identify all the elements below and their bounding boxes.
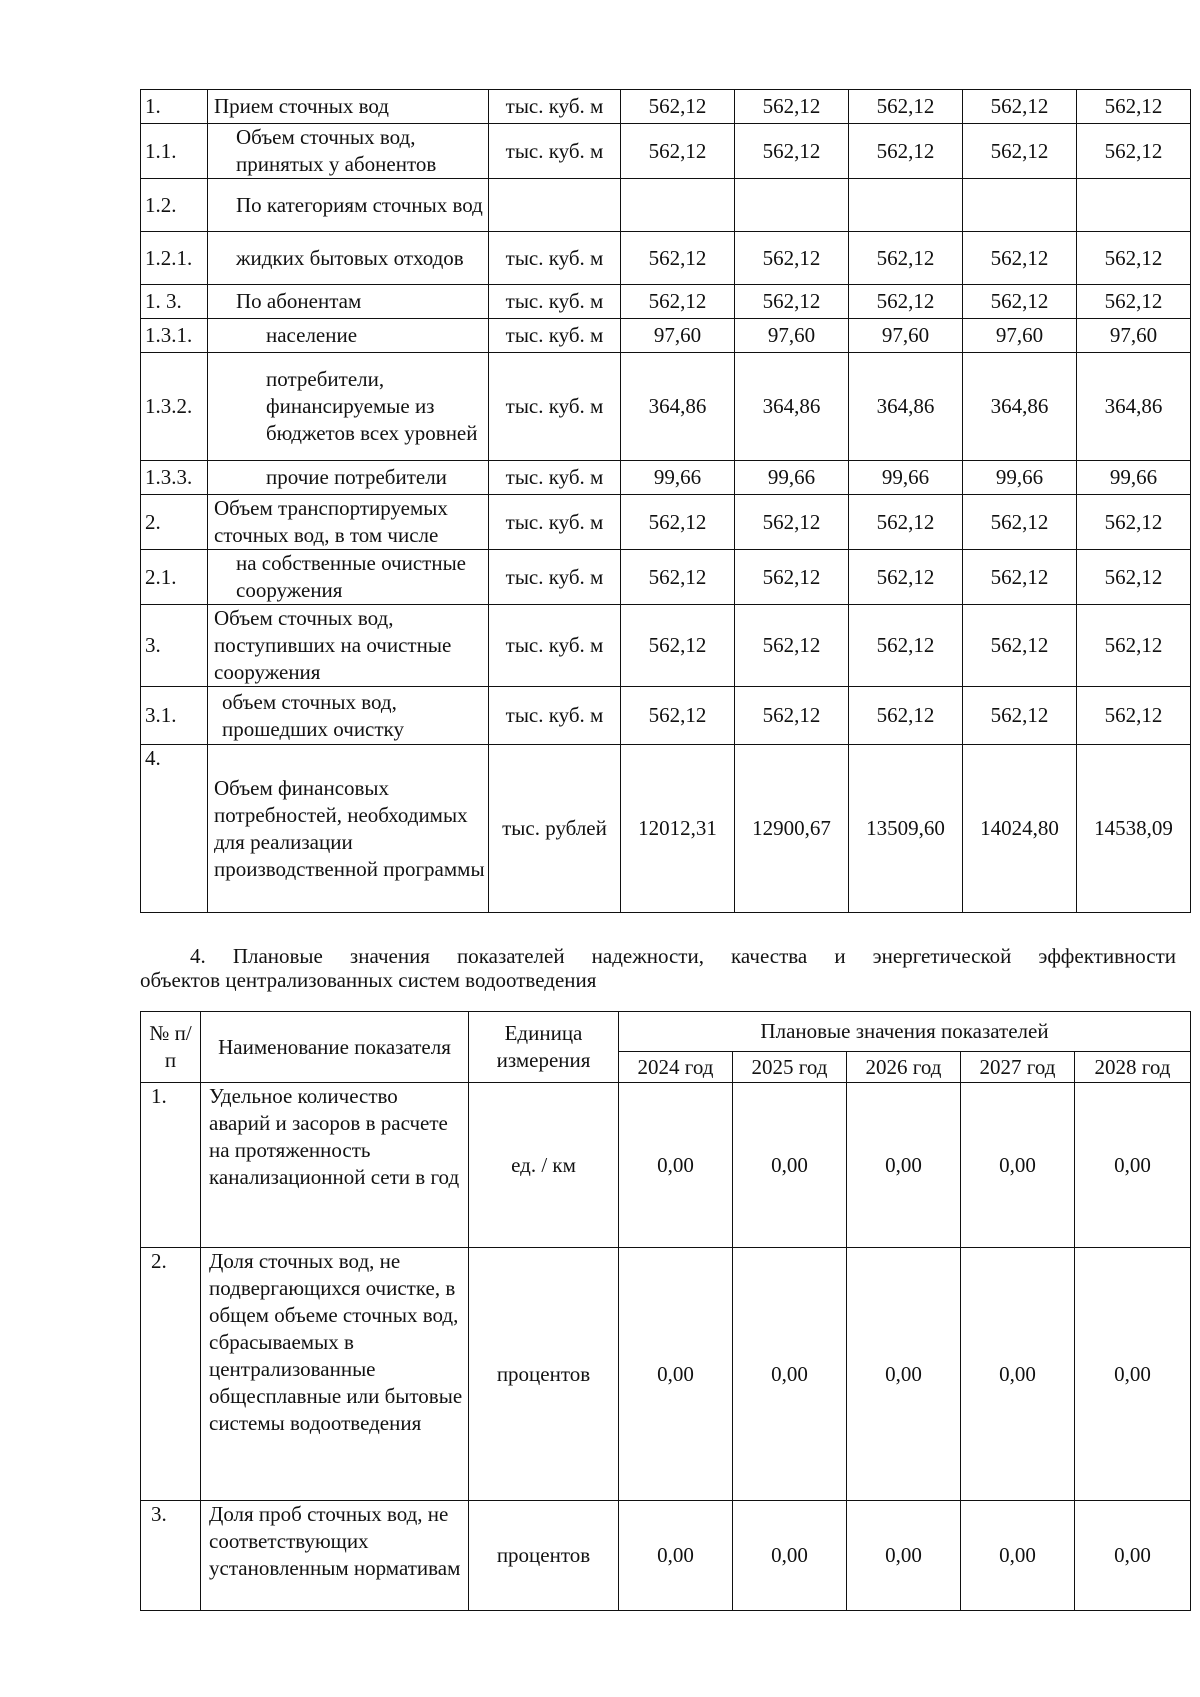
row-value xyxy=(621,179,735,232)
row-unit: тыс. куб. м xyxy=(489,319,621,353)
row-unit: тыс. куб. м xyxy=(489,495,621,550)
row-value: 99,66 xyxy=(1077,461,1191,495)
row-value: 562,12 xyxy=(849,124,963,179)
row-value: 97,60 xyxy=(849,319,963,353)
row-name: Объем сточных вод, принятых у абонентов xyxy=(208,124,489,179)
row-name: объем сточных вод, прошедших очистку xyxy=(208,687,489,745)
row-value: 562,12 xyxy=(735,232,849,285)
header-group: Плановые значения показателей xyxy=(619,1012,1191,1052)
row-code: 1. xyxy=(141,1083,201,1248)
header-num: № п/п xyxy=(141,1012,201,1083)
row-code: 3. xyxy=(141,605,208,687)
header-year: 2024 год xyxy=(619,1052,733,1083)
row-value: 12012,31 xyxy=(621,745,735,913)
row-value: 97,60 xyxy=(621,319,735,353)
row-value: 562,12 xyxy=(1077,605,1191,687)
row-value: 562,12 xyxy=(735,687,849,745)
row-value: 562,12 xyxy=(735,495,849,550)
row-value: 562,12 xyxy=(1077,495,1191,550)
row-value: 562,12 xyxy=(1077,687,1191,745)
row-name: Прием сточных вод xyxy=(208,90,489,124)
row-value: 562,12 xyxy=(621,124,735,179)
table-row xyxy=(141,687,1191,745)
row-value: 562,12 xyxy=(963,232,1077,285)
row-value: 364,86 xyxy=(1077,353,1191,461)
row-value: 99,66 xyxy=(735,461,849,495)
row-name: Объем финансовых потребностей, необходимых для реализации производственной программы xyxy=(208,745,489,913)
row-value: 97,60 xyxy=(735,319,849,353)
header-name: Наименование показателя xyxy=(201,1012,469,1083)
table-header-row xyxy=(141,1012,1191,1052)
row-value: 97,60 xyxy=(963,319,1077,353)
row-unit: тыс. куб. м xyxy=(489,353,621,461)
row-unit: тыс. куб. м xyxy=(489,687,621,745)
row-value: 99,66 xyxy=(621,461,735,495)
production-volume-table xyxy=(140,89,1191,913)
caption-line-1: 4. Плановые значения показателей надежности, качества и энергетической эффективности xyxy=(190,944,1176,968)
row-value: 364,86 xyxy=(621,353,735,461)
row-code: 1.2. xyxy=(141,179,208,232)
row-name: По абонентам xyxy=(208,285,489,319)
row-value: 562,12 xyxy=(849,232,963,285)
row-value: 562,12 xyxy=(735,285,849,319)
row-value: 562,12 xyxy=(963,90,1077,124)
row-unit: тыс. куб. м xyxy=(489,285,621,319)
table-row xyxy=(141,285,1191,319)
row-name: По категориям сточных вод xyxy=(208,179,489,232)
row-value: 97,60 xyxy=(1077,319,1191,353)
row-name: Удельное количество аварий и засоров в расчете на протяженность канализационной сети в год xyxy=(201,1083,469,1248)
row-value: 0,00 xyxy=(1075,1501,1191,1611)
table-row xyxy=(141,1501,1191,1611)
row-value: 562,12 xyxy=(1077,285,1191,319)
row-value: 0,00 xyxy=(733,1501,847,1611)
indicators-table xyxy=(140,1011,1191,1611)
row-unit: процентов xyxy=(469,1248,619,1501)
row-value xyxy=(1077,179,1191,232)
row-code: 4. xyxy=(141,745,208,913)
row-code: 1.3.1. xyxy=(141,319,208,353)
row-value: 562,12 xyxy=(735,90,849,124)
header-year: 2026 год xyxy=(847,1052,961,1083)
row-value: 562,12 xyxy=(849,687,963,745)
row-value: 562,12 xyxy=(849,550,963,605)
row-value: 0,00 xyxy=(847,1083,961,1248)
row-value: 364,86 xyxy=(963,353,1077,461)
row-name: Доля сточных вод, не подвергающихся очистке, в общем объеме сточных вод, сбрасываемых в централизованные общесплавные или бытовые системы водоотведения xyxy=(201,1248,469,1501)
row-unit: процентов xyxy=(469,1501,619,1611)
row-code: 1. xyxy=(141,90,208,124)
table-row xyxy=(141,353,1191,461)
row-unit: тыс. куб. м xyxy=(489,550,621,605)
row-value: 14024,80 xyxy=(963,745,1077,913)
row-value: 0,00 xyxy=(1075,1083,1191,1248)
caption-line-2: объектов централизованных систем водоотведения xyxy=(140,968,597,992)
header-unit: Единица измерения xyxy=(469,1012,619,1083)
row-value: 562,12 xyxy=(621,285,735,319)
row-value: 562,12 xyxy=(849,285,963,319)
row-value: 14538,09 xyxy=(1077,745,1191,913)
row-value: 562,12 xyxy=(1077,550,1191,605)
table-row xyxy=(141,495,1191,550)
table-row xyxy=(141,124,1191,179)
row-value: 12900,67 xyxy=(735,745,849,913)
row-value: 562,12 xyxy=(849,90,963,124)
row-code: 3.1. xyxy=(141,687,208,745)
header-year: 2027 год xyxy=(961,1052,1075,1083)
row-value: 0,00 xyxy=(619,1248,733,1501)
row-value: 562,12 xyxy=(621,550,735,605)
table-row xyxy=(141,319,1191,353)
table-row xyxy=(141,1083,1191,1248)
row-value: 562,12 xyxy=(1077,90,1191,124)
row-code: 1.3.3. xyxy=(141,461,208,495)
row-name: население xyxy=(208,319,489,353)
row-value: 562,12 xyxy=(621,687,735,745)
table-row xyxy=(141,550,1191,605)
row-name: Объем транспортируемых сточных вод, в том числе xyxy=(208,495,489,550)
table-row xyxy=(141,90,1191,124)
row-value: 562,12 xyxy=(1077,124,1191,179)
row-unit: тыс. куб. м xyxy=(489,90,621,124)
row-value: 0,00 xyxy=(733,1248,847,1501)
row-code: 2.1. xyxy=(141,550,208,605)
row-value: 562,12 xyxy=(963,687,1077,745)
row-value: 562,12 xyxy=(963,550,1077,605)
row-value: 562,12 xyxy=(1077,232,1191,285)
row-unit xyxy=(489,179,621,232)
row-code: 1.3.2. xyxy=(141,353,208,461)
row-value: 0,00 xyxy=(733,1083,847,1248)
row-value: 562,12 xyxy=(849,495,963,550)
row-value: 562,12 xyxy=(963,124,1077,179)
row-value: 562,12 xyxy=(849,605,963,687)
table-row xyxy=(141,179,1191,232)
header-year: 2028 год xyxy=(1075,1052,1191,1083)
table-row xyxy=(141,605,1191,687)
row-value: 562,12 xyxy=(621,90,735,124)
row-unit: тыс. куб. м xyxy=(489,124,621,179)
row-value: 0,00 xyxy=(1075,1248,1191,1501)
row-unit: тыс. куб. м xyxy=(489,232,621,285)
row-value: 562,12 xyxy=(621,232,735,285)
row-code: 1.1. xyxy=(141,124,208,179)
row-value: 562,12 xyxy=(963,495,1077,550)
row-unit: тыс. рублей xyxy=(489,745,621,913)
row-code: 2. xyxy=(141,1248,201,1501)
row-value xyxy=(963,179,1077,232)
row-value: 0,00 xyxy=(847,1501,961,1611)
row-code: 1.2.1. xyxy=(141,232,208,285)
table-row xyxy=(141,1248,1191,1501)
row-value: 99,66 xyxy=(849,461,963,495)
row-code: 1. 3. xyxy=(141,285,208,319)
row-name: Доля проб сточных вод, не соответствующих установленным нормативам xyxy=(201,1501,469,1611)
row-value: 562,12 xyxy=(963,605,1077,687)
row-value: 562,12 xyxy=(735,124,849,179)
row-unit: тыс. куб. м xyxy=(489,461,621,495)
row-value: 0,00 xyxy=(619,1083,733,1248)
row-value: 562,12 xyxy=(963,285,1077,319)
row-value xyxy=(735,179,849,232)
row-name: прочие потребители xyxy=(208,461,489,495)
row-value xyxy=(849,179,963,232)
row-value: 0,00 xyxy=(961,1083,1075,1248)
row-value: 0,00 xyxy=(961,1501,1075,1611)
row-name: потребители, финансируемые из бюджетов всех уровней xyxy=(208,353,489,461)
header-year: 2025 год xyxy=(733,1052,847,1083)
row-name: на собственные очистные сооружения xyxy=(208,550,489,605)
table-row xyxy=(141,745,1191,913)
row-value: 13509,60 xyxy=(849,745,963,913)
row-value: 562,12 xyxy=(621,605,735,687)
row-value: 562,12 xyxy=(735,605,849,687)
row-value: 99,66 xyxy=(963,461,1077,495)
table-row xyxy=(141,232,1191,285)
row-value: 364,86 xyxy=(849,353,963,461)
table-row xyxy=(141,461,1191,495)
row-name: жидких бытовых отходов xyxy=(208,232,489,285)
row-value: 562,12 xyxy=(735,550,849,605)
row-code: 3. xyxy=(141,1501,201,1611)
section-caption xyxy=(140,944,1176,992)
row-name: Объем сточных вод, поступивших на очистные сооружения xyxy=(208,605,489,687)
row-code: 2. xyxy=(141,495,208,550)
row-value: 364,86 xyxy=(735,353,849,461)
row-unit: ед. / км xyxy=(469,1083,619,1248)
row-value: 0,00 xyxy=(619,1501,733,1611)
row-value: 562,12 xyxy=(621,495,735,550)
row-unit: тыс. куб. м xyxy=(489,605,621,687)
row-value: 0,00 xyxy=(961,1248,1075,1501)
row-value: 0,00 xyxy=(847,1248,961,1501)
